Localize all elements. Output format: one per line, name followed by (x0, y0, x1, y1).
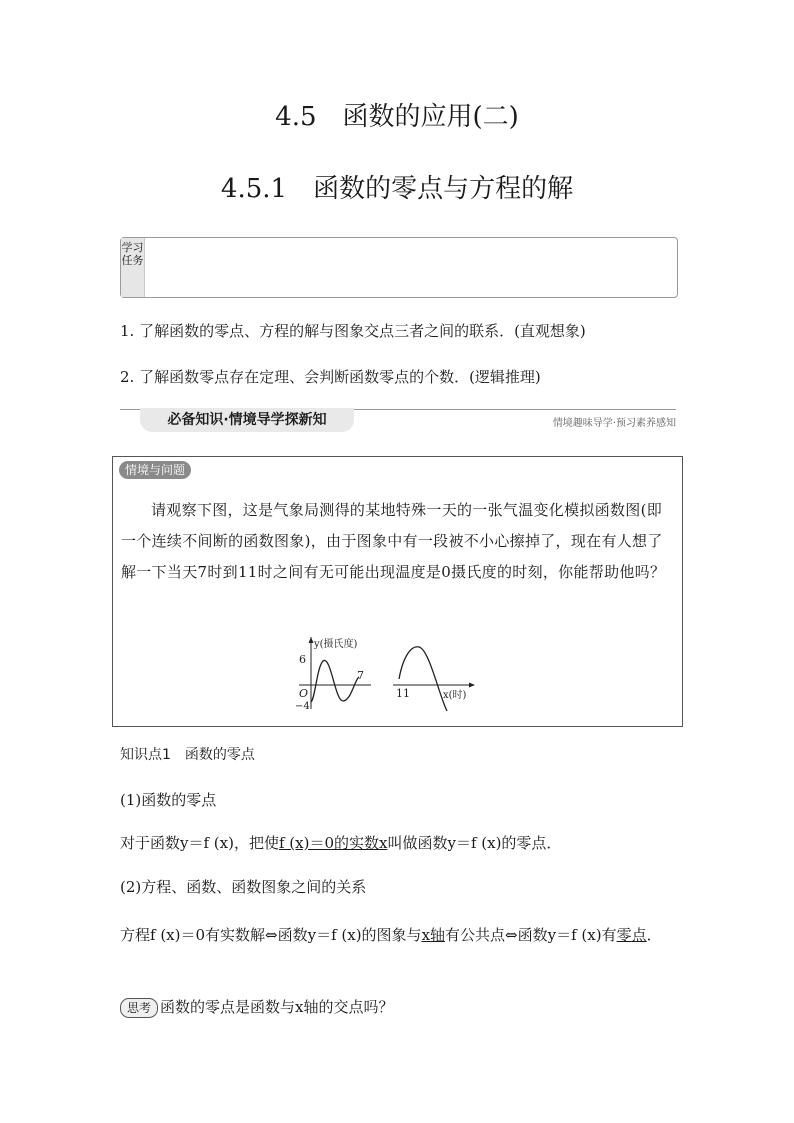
think-text: 函数的零点是函数与x轴的交点吗？ (160, 998, 394, 1016)
goal-1: 1. 了解函数的零点、方程的解与图象交点三者之间的联系．(直观想象) (120, 322, 586, 340)
temperature-curve-right (399, 647, 447, 711)
rel-blank-1: x轴 (421, 926, 446, 944)
kp1-sub1: (1)函数的零点 (120, 791, 217, 809)
rel-text-end: ． (646, 926, 662, 944)
tick-7: 7 (357, 669, 364, 682)
def-text-post: 叫做函数y＝f (x)的零点． (387, 834, 562, 852)
goal-2: 2. 了解函数零点存在定理、会判断函数零点的个数．(逻辑推理) (120, 368, 541, 386)
tick-neg4: −4 (295, 701, 310, 712)
origin-label: O (299, 687, 309, 700)
y-axis-label: y(摄氏度) (314, 639, 358, 650)
banner-subtitle: 情境趣味导学·预习素养感知 (552, 418, 676, 429)
think-question (120, 996, 393, 1018)
y-axis-arrow (309, 637, 314, 643)
section-banner: 必备知识·情境导学探新知 (140, 408, 354, 432)
kp1-sub2: (2)方程、函数、函数图象之间的关系 (120, 878, 367, 896)
rel-text-pre: 方程f (x)＝0有实数解⇔函数y＝f (x)的图象与 (120, 926, 422, 944)
scenario-tag: 情境与问题 (119, 461, 191, 479)
rel-blank-2b: 点 (631, 926, 647, 944)
knowledge-point-1-heading: 知识点1 函数的零点 (120, 747, 255, 763)
learning-task-label: 学习任务 (121, 238, 145, 297)
equivalence-statement (120, 920, 676, 950)
def-blank: f (x)＝0的实数x (278, 834, 388, 852)
temperature-curve-left (311, 660, 359, 702)
subsection-title: 4.5.1 函数的零点与方程的解 (220, 174, 574, 204)
rel-blank-2a: 零 (616, 926, 632, 944)
learning-task-box (120, 237, 678, 298)
x-axis-arrow (469, 683, 475, 688)
tick-6: 6 (299, 653, 306, 666)
tick-11: 11 (396, 687, 410, 700)
zero-definition (120, 832, 561, 853)
x-axis-label: x(时) (443, 690, 467, 701)
section-title: 4.5 函数的应用(二) (275, 102, 519, 132)
think-tag: 思考 (120, 998, 158, 1018)
scenario-box (112, 456, 683, 727)
temperature-graph (293, 637, 493, 717)
rel-text-mid: 有公共点⇔函数y＝f (x)有 (445, 926, 617, 944)
scenario-text: 请观察下图，这是气象局测得的某地特殊一天的一张气温变化模拟函数图(即一个连续不间断的函数图象)，由于图象中有一段被不小心擦掉了，现在有人想了解一下当天7时到11时之间有无可能出现温度是0摄氏度的时刻，你能帮助他吗？ (121, 501, 666, 581)
def-text-pre: 对于函数y＝f (x)，把使 (120, 834, 279, 852)
